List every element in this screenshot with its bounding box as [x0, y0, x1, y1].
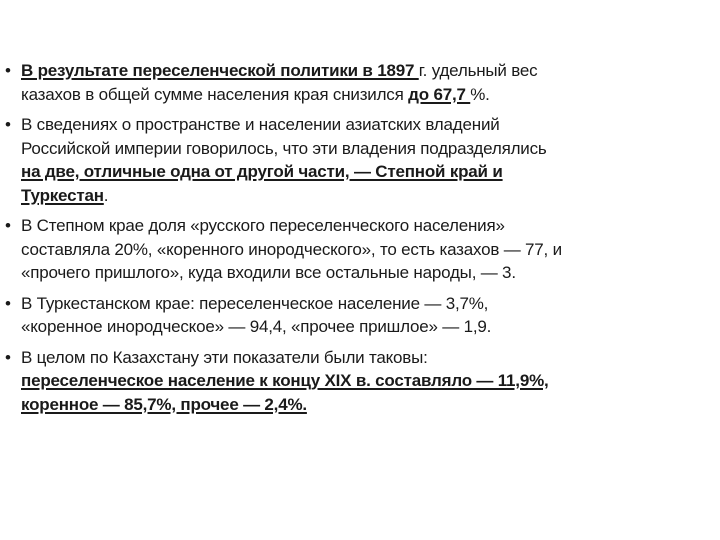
body-text: В сведениях о пространстве и населении азиатских владений — [21, 115, 500, 134]
body-text: . — [103, 185, 109, 205]
bullet-dot-icon: • — [5, 216, 11, 235]
bullet-dot-icon: • — [5, 293, 11, 313]
bullet-dot-icon: • — [5, 61, 11, 80]
text-line — [21, 113, 720, 137]
bullet-item — [0, 346, 720, 417]
text-line — [21, 393, 720, 417]
emphasized-text: Туркестан — [21, 185, 104, 205]
body-text: г. удельный вес — [418, 61, 538, 80]
body-text: В Туркестанском крае: переселенческое население — 3,7%, — [21, 293, 489, 313]
bullet-item — [0, 113, 720, 207]
emphasized-text: до 67,7 — [408, 84, 471, 104]
bullet-item — [0, 292, 720, 339]
text-line — [21, 238, 720, 262]
text-line — [21, 346, 720, 370]
body-text: Российской империи говорилось, что эти владения подразделялись — [21, 138, 547, 158]
bullet-list — [0, 59, 720, 423]
bullet-item — [0, 59, 720, 106]
bullet-item — [0, 214, 720, 285]
bullet-dot-icon: • — [5, 115, 11, 134]
text-line — [21, 184, 720, 208]
bullet-dot-icon: • — [5, 347, 11, 367]
body-text: В Степном крае доля «русского переселенческого населения» — [21, 216, 505, 235]
text-line — [21, 315, 720, 339]
emphasized-text: переселенческое население к концу XIX в. составляло — 11,9%, — [21, 371, 549, 390]
emphasized-text: коренное — 85,7%, прочее — 2,4%. — [21, 394, 307, 414]
text-line — [21, 261, 720, 285]
text-line — [21, 369, 720, 393]
text-line — [21, 214, 720, 238]
emphasized-text: на две, отличные одна от другой части, — Степной край и — [21, 162, 503, 181]
body-text: %. — [470, 84, 490, 104]
emphasized-text: В результате переселенческой политики в 1897 — [21, 61, 419, 80]
text-line — [21, 83, 720, 107]
body-text: «коренное инородческое» — 94,4, «прочее пришлое» — 1,9. — [21, 317, 492, 336]
body-text: казахов в общей сумме населения края снизился — [21, 84, 409, 104]
text-line — [21, 59, 720, 83]
text-line — [21, 160, 720, 184]
body-text: В целом по Казахстану эти показатели были таковы: — [21, 347, 428, 367]
body-text: составляла 20%, «коренного инородческого», то есть казахов — 77, и — [21, 239, 562, 259]
text-line — [21, 292, 720, 316]
text-line — [21, 137, 720, 161]
body-text: «прочего пришлого», куда входили все остальные народы, — 3. — [21, 263, 516, 282]
